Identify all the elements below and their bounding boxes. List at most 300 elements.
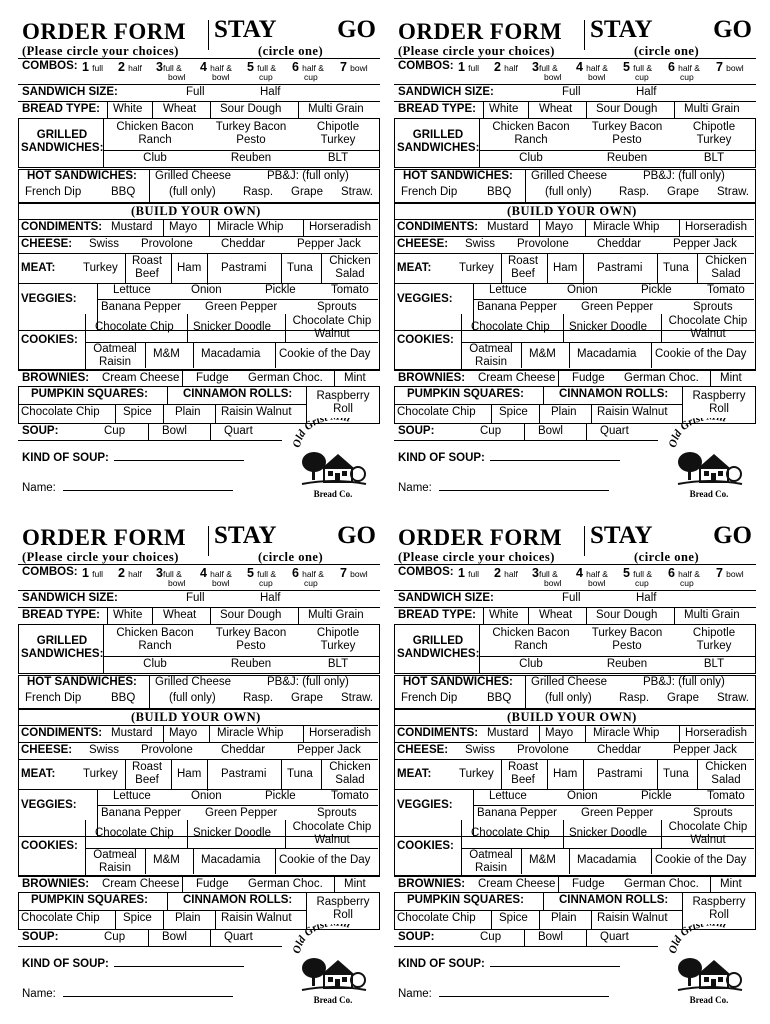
raspberry-roll[interactable]: Raspberry Roll xyxy=(316,390,370,415)
hot-bbq[interactable]: BBQ xyxy=(111,692,136,704)
logo-bottom-text: Bread Co. xyxy=(313,995,353,1004)
grilled-reuben[interactable]: Reuben xyxy=(606,152,648,164)
veggie-tomato[interactable]: Tomato xyxy=(331,284,369,296)
logo-top-text: Old Gris l xyxy=(666,418,728,449)
build-your-own-title: (BUILD YOUR OWN) xyxy=(507,204,637,218)
meat-chicken-salad[interactable]: Chicken Salad xyxy=(329,255,371,280)
bread-wheat[interactable]: Wheat xyxy=(163,609,197,621)
grilled-chipotle-turkey[interactable]: Chipotle Turkey xyxy=(316,121,360,146)
grilled-chicken-bacon-ranch[interactable]: Chicken Bacon Ranch xyxy=(116,627,194,652)
sandwich-size-row xyxy=(18,590,380,608)
cookie-macadamia[interactable]: Macadamia xyxy=(201,348,261,360)
hot-grilled-cheese[interactable]: Grilled Cheese xyxy=(531,676,608,688)
bread-wheat[interactable]: Wheat xyxy=(539,609,573,621)
soup-bowl[interactable]: Bowl xyxy=(538,931,563,943)
pbj-straw[interactable]: Straw. xyxy=(341,692,373,704)
combo-option[interactable]: 1 full xyxy=(82,60,104,74)
hot-french-dip[interactable]: French Dip xyxy=(401,692,458,704)
size-half-option[interactable]: Half xyxy=(636,592,657,604)
cinnamon-raisin-walnut[interactable]: Raisin Walnut xyxy=(221,406,292,418)
grilled-turkey-bacon-pesto[interactable]: Turkey Bacon Pesto xyxy=(215,121,287,146)
cookie-choc-chip-walnut[interactable]: Chocolate Chip Walnut xyxy=(668,821,748,846)
bread-wheat[interactable]: Wheat xyxy=(539,103,573,115)
bread-sour-dough[interactable]: Sour Dough xyxy=(596,103,658,115)
combo-option[interactable]: 2 half xyxy=(118,60,142,74)
veggie-lettuce[interactable]: Lettuce xyxy=(113,790,151,802)
meat-tuna[interactable]: Tuna xyxy=(663,262,689,274)
soup-quart[interactable]: Quart xyxy=(600,931,629,943)
condiment-mayo[interactable]: Mayo xyxy=(545,221,574,233)
pumpkin-chocolate-chip[interactable]: Chocolate Chip xyxy=(397,912,476,924)
cookie-mm[interactable]: M&M xyxy=(529,854,556,866)
hot-pbj[interactable]: PB&J: (full only) xyxy=(267,170,349,182)
veggie-banana-pepper[interactable]: Banana Pepper xyxy=(101,807,181,819)
cinnamon-raisin-walnut[interactable]: Raisin Walnut xyxy=(221,912,292,924)
brownies-label: BROWNIES: xyxy=(22,372,90,384)
name-field[interactable] xyxy=(22,482,233,494)
cheese-swiss[interactable]: Swiss xyxy=(465,744,496,756)
meat-ham[interactable]: Ham xyxy=(553,262,578,274)
meat-tuna[interactable]: Tuna xyxy=(287,768,313,780)
size-full-option[interactable]: Full xyxy=(186,86,205,98)
hot-french-dip[interactable]: French Dip xyxy=(401,186,458,198)
brownie-german-choc[interactable]: German Choc. xyxy=(624,878,699,890)
cheese-pepper-jack[interactable]: Pepper Jack xyxy=(673,238,737,250)
meat-roast-beef[interactable]: Roast Beef xyxy=(131,761,163,786)
cinnamon-plain[interactable]: Plain xyxy=(175,912,201,924)
combo-option[interactable]: 1 full xyxy=(458,566,480,580)
brownie-cream-cheese[interactable]: Cream Cheese xyxy=(102,372,180,384)
bread-white[interactable]: White xyxy=(489,103,519,115)
brownie-fudge[interactable]: Fudge xyxy=(196,878,229,890)
pumpkin-chocolate-chip[interactable]: Chocolate Chip xyxy=(21,406,100,418)
cheese-cheddar[interactable]: Cheddar xyxy=(221,744,266,756)
hot-grilled-cheese-note: (full only) xyxy=(545,692,592,704)
condiment-mustard[interactable]: Mustard xyxy=(111,221,153,233)
condiment-mayo[interactable]: Mayo xyxy=(545,727,574,739)
meat-pastrami[interactable]: Pastrami xyxy=(221,768,267,780)
svg-text:Old Grist Mill xyxy=(291,924,353,955)
stay-option[interactable]: STAY xyxy=(590,16,653,43)
meat-roast-beef[interactable]: Roast Beef xyxy=(507,255,539,280)
hot-bbq[interactable]: BBQ xyxy=(487,186,512,198)
soup-bowl[interactable]: Bowl xyxy=(162,425,187,437)
combo-option[interactable]: 2 half xyxy=(494,60,518,74)
cheese-cheddar[interactable]: Cheddar xyxy=(221,238,266,250)
condiment-mustard[interactable]: Mustard xyxy=(111,727,153,739)
soup-quart[interactable]: Quart xyxy=(224,931,253,943)
veggie-sprouts[interactable]: Sprouts xyxy=(693,301,733,313)
raspberry-roll[interactable]: Raspberry Roll xyxy=(692,896,746,921)
hot-pbj[interactable]: PB&J: (full only) xyxy=(643,170,725,182)
pbj-rasp[interactable]: Rasp. xyxy=(243,692,274,704)
soup-cup[interactable]: Cup xyxy=(480,425,502,437)
combo-option[interactable]: 7 bowl xyxy=(716,566,744,580)
combo-option[interactable]: 2 half xyxy=(118,566,142,580)
cookie-of-the-day[interactable]: Cookie of the Day xyxy=(655,348,747,360)
veggie-tomato[interactable]: Tomato xyxy=(331,790,369,802)
cookie-snicker-doodle[interactable]: Snicker Doodle xyxy=(569,321,647,333)
bread-white[interactable]: White xyxy=(113,103,143,115)
combo-option[interactable]: 3full & bowl xyxy=(532,566,562,588)
veggie-onion[interactable]: Onion xyxy=(191,284,222,296)
combo-option[interactable]: 2 half xyxy=(494,566,518,580)
veggie-pickle[interactable]: Pickle xyxy=(265,284,296,296)
size-half-option[interactable]: Half xyxy=(260,86,281,98)
hot-grilled-cheese[interactable]: Grilled Cheese xyxy=(155,676,232,688)
size-half-option[interactable]: Half xyxy=(260,592,281,604)
size-full-option[interactable]: Full xyxy=(186,592,205,604)
kind-of-soup-field[interactable] xyxy=(398,958,620,970)
hot-bbq[interactable]: BBQ xyxy=(111,186,136,198)
grilled-blt[interactable]: BLT xyxy=(703,152,725,164)
header-divider xyxy=(584,20,585,50)
cookie-oatmeal-raisin[interactable]: Oatmeal Raisin xyxy=(93,849,137,874)
veggie-onion[interactable]: Onion xyxy=(567,790,598,802)
brownie-mint[interactable]: Mint xyxy=(344,372,366,384)
combo-option[interactable]: 6 half & cup xyxy=(668,60,700,82)
pumpkin-spice[interactable]: Spice xyxy=(123,406,152,418)
form-header xyxy=(394,520,760,566)
brownie-cream-cheese[interactable]: Cream Cheese xyxy=(478,878,556,890)
bread-multi-grain[interactable]: Multi Grain xyxy=(308,103,364,115)
grilled-blt[interactable]: BLT xyxy=(327,658,349,670)
cheese-swiss[interactable]: Swiss xyxy=(89,238,120,250)
cinnamon-label: CINNAMON ROLLS: xyxy=(559,894,669,906)
cookie-chocolate-chip[interactable]: Chocolate Chip xyxy=(95,321,174,333)
name-field[interactable] xyxy=(398,988,609,1000)
brownie-fudge[interactable]: Fudge xyxy=(572,372,605,384)
kind-of-soup-field[interactable] xyxy=(22,958,244,970)
hot-bbq[interactable]: BBQ xyxy=(487,692,512,704)
cookie-snicker-doodle[interactable]: Snicker Doodle xyxy=(569,827,647,839)
kind-of-soup-field[interactable] xyxy=(22,452,244,464)
kind-of-soup-field[interactable] xyxy=(398,452,620,464)
condiment-horseradish[interactable]: Horseradish xyxy=(309,221,371,233)
hot-grilled-cheese[interactable]: Grilled Cheese xyxy=(531,170,608,182)
condiment-mustard[interactable]: Mustard xyxy=(487,727,529,739)
pbj-straw[interactable]: Straw. xyxy=(717,692,749,704)
veggie-onion[interactable]: Onion xyxy=(191,790,222,802)
veggie-lettuce[interactable]: Lettuce xyxy=(489,284,527,296)
combo-option[interactable]: 6 half & cup xyxy=(668,566,700,588)
bread-wheat[interactable]: Wheat xyxy=(163,103,197,115)
condiment-horseradish[interactable]: Horseradish xyxy=(685,727,747,739)
grilled-reuben[interactable]: Reuben xyxy=(230,658,272,670)
soup-quart[interactable]: Quart xyxy=(224,425,253,437)
pbj-grape[interactable]: Grape xyxy=(291,692,323,704)
combo-option[interactable]: 1 full xyxy=(82,566,104,580)
meat-turkey[interactable]: Turkey xyxy=(83,262,118,274)
cinnamon-raisin-walnut[interactable]: Raisin Walnut xyxy=(597,406,668,418)
combo-option[interactable]: 3full & bowl xyxy=(532,60,562,82)
cookie-of-the-day[interactable]: Cookie of the Day xyxy=(279,854,371,866)
condiment-horseradish[interactable]: Horseradish xyxy=(309,727,371,739)
cookie-macadamia[interactable]: Macadamia xyxy=(201,854,261,866)
veggie-tomato[interactable]: Tomato xyxy=(707,790,745,802)
soup-cup[interactable]: Cup xyxy=(104,931,126,943)
veggie-pickle[interactable]: Pickle xyxy=(641,284,672,296)
combo-option[interactable]: 4 half & bowl xyxy=(200,566,232,588)
raspberry-roll[interactable]: Raspberry Roll xyxy=(692,390,746,415)
pumpkin-spice[interactable]: Spice xyxy=(499,912,528,924)
veggie-banana-pepper[interactable]: Banana Pepper xyxy=(477,301,557,313)
go-option[interactable]: GO xyxy=(337,522,376,549)
cinnamon-raisin-walnut[interactable]: Raisin Walnut xyxy=(597,912,668,924)
combo-option[interactable]: 1 full xyxy=(458,60,480,74)
grilled-turkey-bacon-pesto[interactable]: Turkey Bacon Pesto xyxy=(215,627,287,652)
condiment-miracle-whip[interactable]: Miracle Whip xyxy=(217,221,284,233)
brownie-german-choc[interactable]: German Choc. xyxy=(248,372,323,384)
combo-option[interactable]: 3full & bowl xyxy=(156,60,186,82)
veggie-sprouts[interactable]: Sprouts xyxy=(317,807,357,819)
hot-grilled-cheese[interactable]: Grilled Cheese xyxy=(155,170,232,182)
soup-cup[interactable]: Cup xyxy=(104,425,126,437)
cinnamon-plain[interactable]: Plain xyxy=(551,406,577,418)
meat-tuna[interactable]: Tuna xyxy=(663,768,689,780)
bread-sour-dough[interactable]: Sour Dough xyxy=(596,609,658,621)
veggie-banana-pepper[interactable]: Banana Pepper xyxy=(477,807,557,819)
soup-bowl[interactable]: Bowl xyxy=(162,931,187,943)
cheese-pepper-jack[interactable]: Pepper Jack xyxy=(673,744,737,756)
meat-roast-beef[interactable]: Roast Beef xyxy=(507,761,539,786)
pbj-grape[interactable]: Grape xyxy=(667,186,699,198)
pbj-rasp[interactable]: Rasp. xyxy=(619,186,650,198)
cheese-provolone[interactable]: Provolone xyxy=(141,238,193,250)
cookie-of-the-day[interactable]: Cookie of the Day xyxy=(655,854,747,866)
hot-sandwiches-box xyxy=(18,169,380,203)
soup-row xyxy=(18,424,282,441)
hot-pbj[interactable]: PB&J: (full only) xyxy=(643,676,725,688)
grilled-chicken-bacon-ranch[interactable]: Chicken Bacon Ranch xyxy=(492,121,570,146)
cheese-provolone[interactable]: Provolone xyxy=(517,238,569,250)
brownie-mint[interactable]: Mint xyxy=(344,878,366,890)
name-field[interactable] xyxy=(398,482,609,494)
name-field[interactable] xyxy=(22,988,233,1000)
cookie-mm[interactable]: M&M xyxy=(153,348,180,360)
cheese-swiss[interactable]: Swiss xyxy=(89,744,120,756)
go-option[interactable]: GO xyxy=(337,16,376,43)
bread-multi-grain[interactable]: Multi Grain xyxy=(684,609,740,621)
bread-white[interactable]: White xyxy=(489,609,519,621)
brownie-mint[interactable]: Mint xyxy=(720,372,742,384)
veggie-pickle[interactable]: Pickle xyxy=(641,790,672,802)
combo-option[interactable]: 6 half & cup xyxy=(292,60,324,82)
veggie-lettuce[interactable]: Lettuce xyxy=(489,790,527,802)
combos-row xyxy=(394,564,756,591)
brownie-german-choc[interactable]: German Choc. xyxy=(624,372,699,384)
grilled-chipotle-turkey[interactable]: Chipotle Turkey xyxy=(692,121,736,146)
grilled-club[interactable]: Club xyxy=(143,658,167,670)
veggie-green-pepper[interactable]: Green Pepper xyxy=(581,807,654,819)
cheese-cheddar[interactable]: Cheddar xyxy=(597,238,642,250)
soup-bowl[interactable]: Bowl xyxy=(538,425,563,437)
cheese-cheddar[interactable]: Cheddar xyxy=(597,744,642,756)
veggie-sprouts[interactable]: Sprouts xyxy=(317,301,357,313)
bread-multi-grain[interactable]: Multi Grain xyxy=(308,609,364,621)
pbj-grape[interactable]: Grape xyxy=(291,186,323,198)
cheese-pepper-jack[interactable]: Pepper Jack xyxy=(297,238,361,250)
combo-option[interactable]: 4 half & bowl xyxy=(576,60,608,82)
brownie-german-choc[interactable]: German Choc. xyxy=(248,878,323,890)
bread-multi-grain[interactable]: Multi Grain xyxy=(684,103,740,115)
grilled-blt[interactable]: BLT xyxy=(703,658,725,670)
stay-option[interactable]: STAY xyxy=(214,522,277,549)
cookie-snicker-doodle[interactable]: Snicker Doodle xyxy=(193,321,271,333)
grilled-turkey-bacon-pesto[interactable]: Turkey Bacon Pesto xyxy=(591,627,663,652)
cookie-mm[interactable]: M&M xyxy=(153,854,180,866)
meat-ham[interactable]: Ham xyxy=(177,768,202,780)
cookie-oatmeal-raisin[interactable]: Oatmeal Raisin xyxy=(469,343,513,368)
cookie-chocolate-chip[interactable]: Chocolate Chip xyxy=(95,827,174,839)
combo-option[interactable]: 5 full & cup xyxy=(623,60,653,82)
hot-french-dip[interactable]: French Dip xyxy=(25,692,82,704)
cookie-snicker-doodle[interactable]: Snicker Doodle xyxy=(193,827,271,839)
cookie-oatmeal-raisin[interactable]: Oatmeal Raisin xyxy=(93,343,137,368)
cookie-chocolate-chip[interactable]: Chocolate Chip xyxy=(471,827,550,839)
grilled-reuben[interactable]: Reuben xyxy=(606,658,648,670)
cookie-oatmeal-raisin[interactable]: Oatmeal Raisin xyxy=(469,849,513,874)
veggie-lettuce[interactable]: Lettuce xyxy=(113,284,151,296)
meat-pastrami[interactable]: Pastrami xyxy=(597,768,643,780)
grilled-blt[interactable]: BLT xyxy=(327,152,349,164)
combo-option[interactable]: 5 full & cup xyxy=(247,566,277,588)
cookie-choc-chip-walnut[interactable]: Chocolate Chip Walnut xyxy=(292,821,372,846)
meat-chicken-salad[interactable]: Chicken Salad xyxy=(705,761,747,786)
condiment-mayo[interactable]: Mayo xyxy=(169,221,198,233)
combo-option[interactable]: 3full & bowl xyxy=(156,566,186,588)
combo-option[interactable]: 6 half & cup xyxy=(292,566,324,588)
meat-ham[interactable]: Ham xyxy=(553,768,578,780)
pbj-rasp[interactable]: Rasp. xyxy=(619,692,650,704)
condiment-miracle-whip[interactable]: Miracle Whip xyxy=(217,727,284,739)
cookie-macadamia[interactable]: Macadamia xyxy=(577,854,637,866)
bread-sour-dough[interactable]: Sour Dough xyxy=(220,103,282,115)
combo-option[interactable]: 4 half & bowl xyxy=(200,60,232,82)
pumpkin-chocolate-chip[interactable]: Chocolate Chip xyxy=(397,406,476,418)
grilled-chipotle-turkey[interactable]: Chipotle Turkey xyxy=(692,627,736,652)
size-full-option[interactable]: Full xyxy=(562,86,581,98)
veggies-label: VEGGIES: xyxy=(21,799,77,811)
condiment-mustard[interactable]: Mustard xyxy=(487,221,529,233)
bread-sour-dough[interactable]: Sour Dough xyxy=(220,609,282,621)
go-option[interactable]: GO xyxy=(713,16,752,43)
soup-quart[interactable]: Quart xyxy=(600,425,629,437)
veggie-pickle[interactable]: Pickle xyxy=(265,790,296,802)
pumpkin-spice[interactable]: Spice xyxy=(123,912,152,924)
combos-label: COMBOS: xyxy=(22,60,78,72)
condiment-miracle-whip[interactable]: Miracle Whip xyxy=(593,221,660,233)
cookie-choc-chip-walnut[interactable]: Chocolate Chip Walnut xyxy=(292,315,372,340)
cookie-macadamia[interactable]: Macadamia xyxy=(577,348,637,360)
combo-option[interactable]: 4 half & bowl xyxy=(576,566,608,588)
grilled-club[interactable]: Club xyxy=(143,152,167,164)
condiment-mayo[interactable]: Mayo xyxy=(169,727,198,739)
cookie-of-the-day[interactable]: Cookie of the Day xyxy=(279,348,371,360)
cheese-swiss[interactable]: Swiss xyxy=(465,238,496,250)
sandwich-size-label: SANDWICH SIZE: xyxy=(22,86,118,98)
raspberry-roll[interactable]: Raspberry Roll xyxy=(316,896,370,921)
meat-tuna[interactable]: Tuna xyxy=(287,262,313,274)
veggie-sprouts[interactable]: Sprouts xyxy=(693,807,733,819)
brownie-mint[interactable]: Mint xyxy=(720,878,742,890)
soup-cup[interactable]: Cup xyxy=(480,931,502,943)
grilled-chicken-bacon-ranch[interactable]: Chicken Bacon Ranch xyxy=(116,121,194,146)
pbj-rasp[interactable]: Rasp. xyxy=(243,186,274,198)
meat-ham[interactable]: Ham xyxy=(177,262,202,274)
combo-option[interactable]: 5 full & cup xyxy=(247,60,277,82)
brownie-cream-cheese[interactable]: Cream Cheese xyxy=(478,372,556,384)
brownie-cream-cheese[interactable]: Cream Cheese xyxy=(102,878,180,890)
stay-option[interactable]: STAY xyxy=(590,522,653,549)
veggie-onion[interactable]: Onion xyxy=(567,284,598,296)
veggie-green-pepper[interactable]: Green Pepper xyxy=(205,301,278,313)
grilled-reuben[interactable]: Reuben xyxy=(230,152,272,164)
veggie-tomato[interactable]: Tomato xyxy=(707,284,745,296)
pbj-straw[interactable]: Straw. xyxy=(717,186,749,198)
pbj-grape[interactable]: Grape xyxy=(667,692,699,704)
meat-pastrami[interactable]: Pastrami xyxy=(597,262,643,274)
grilled-chipotle-turkey[interactable]: Chipotle Turkey xyxy=(316,627,360,652)
hot-pbj[interactable]: PB&J: (full only) xyxy=(267,676,349,688)
pumpkin-spice[interactable]: Spice xyxy=(499,406,528,418)
grilled-chicken-bacon-ranch[interactable]: Chicken Bacon Ranch xyxy=(492,627,570,652)
combo-option[interactable]: 7 bowl xyxy=(716,60,744,74)
combo-option[interactable]: 7 bowl xyxy=(340,60,368,74)
pumpkin-chocolate-chip[interactable]: Chocolate Chip xyxy=(21,912,100,924)
grilled-turkey-bacon-pesto[interactable]: Turkey Bacon Pesto xyxy=(591,121,663,146)
cinnamon-plain[interactable]: Plain xyxy=(551,912,577,924)
meat-chicken-salad[interactable]: Chicken Salad xyxy=(705,255,747,280)
build-your-own-title: (BUILD YOUR OWN) xyxy=(131,204,261,218)
condiment-horseradish[interactable]: Horseradish xyxy=(685,221,747,233)
size-half-option[interactable]: Half xyxy=(636,86,657,98)
grilled-club[interactable]: Club xyxy=(519,658,543,670)
meat-turkey[interactable]: Turkey xyxy=(459,768,494,780)
bread-type-label: BREAD TYPE: xyxy=(398,103,476,115)
meat-pastrami[interactable]: Pastrami xyxy=(221,262,267,274)
veggies-label: VEGGIES: xyxy=(21,293,77,305)
combo-option[interactable]: 7 bowl xyxy=(340,566,368,580)
veggie-green-pepper[interactable]: Green Pepper xyxy=(581,301,654,313)
grilled-club[interactable]: Club xyxy=(519,152,543,164)
cheese-pepper-jack[interactable]: Pepper Jack xyxy=(297,744,361,756)
brownie-fudge[interactable]: Fudge xyxy=(572,878,605,890)
condiment-miracle-whip[interactable]: Miracle Whip xyxy=(593,727,660,739)
cheese-provolone[interactable]: Provolone xyxy=(517,744,569,756)
cookie-mm[interactable]: M&M xyxy=(529,348,556,360)
cookie-choc-chip-walnut[interactable]: Chocolate Chip Walnut xyxy=(668,315,748,340)
veggie-banana-pepper[interactable]: Banana Pepper xyxy=(101,301,181,313)
meat-chicken-salad[interactable]: Chicken Salad xyxy=(329,761,371,786)
cookie-chocolate-chip[interactable]: Chocolate Chip xyxy=(471,321,550,333)
pbj-straw[interactable]: Straw. xyxy=(341,186,373,198)
cinnamon-plain[interactable]: Plain xyxy=(175,406,201,418)
bread-white[interactable]: White xyxy=(113,609,143,621)
size-full-option[interactable]: Full xyxy=(562,592,581,604)
meat-turkey[interactable]: Turkey xyxy=(459,262,494,274)
meat-roast-beef[interactable]: Roast Beef xyxy=(131,255,163,280)
meat-turkey[interactable]: Turkey xyxy=(83,768,118,780)
go-option[interactable]: GO xyxy=(713,522,752,549)
hot-french-dip[interactable]: French Dip xyxy=(25,186,82,198)
brownie-fudge[interactable]: Fudge xyxy=(196,372,229,384)
veggie-green-pepper[interactable]: Green Pepper xyxy=(205,807,278,819)
sandwich-size-label: SANDWICH SIZE: xyxy=(398,592,494,604)
combo-option[interactable]: 5 full & cup xyxy=(623,566,653,588)
cheese-provolone[interactable]: Provolone xyxy=(141,744,193,756)
stay-option[interactable]: STAY xyxy=(214,16,277,43)
